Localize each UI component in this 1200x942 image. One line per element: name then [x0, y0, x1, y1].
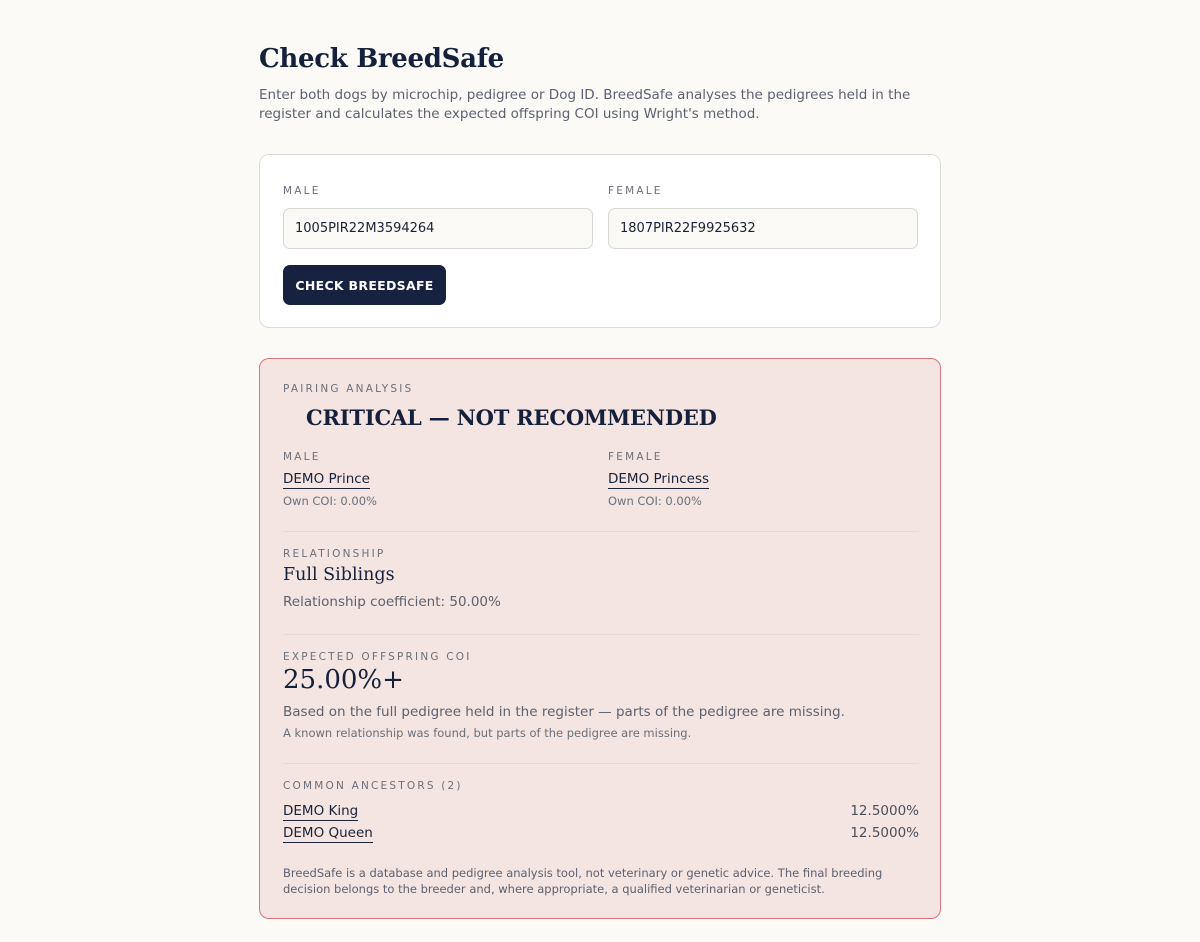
female-own-coi: Own COI: 0.00%: [608, 494, 702, 508]
offspring-coi-value: 25.00%+: [283, 665, 404, 695]
ancestor-link[interactable]: DEMO King: [283, 803, 359, 819]
offspring-coi-basis: Based on the full pedigree held in the register — parts of the pedigree are missing.: [283, 704, 845, 720]
common-ancestors-label: COMMON ANCESTORS (2): [283, 780, 463, 792]
male-label: MALE: [283, 185, 321, 197]
ancestor-link[interactable]: DEMO Queen: [283, 825, 373, 841]
male-dog-link[interactable]: DEMO Prince: [283, 471, 370, 487]
divider: [283, 634, 919, 635]
divider: [283, 763, 919, 764]
pairing-form-card: [259, 154, 941, 328]
offspring-coi-note: A known relationship was found, but parts of the pedigree are missing.: [283, 726, 692, 740]
female-input[interactable]: [608, 208, 918, 249]
offspring-coi-label: EXPECTED OFFSPRING COI: [283, 651, 472, 663]
ancestor-contribution: 12.5000%: [850, 825, 919, 841]
female-label: FEMALE: [608, 185, 663, 197]
female-dog-link[interactable]: DEMO Princess: [608, 471, 710, 487]
page-title: Check BreedSafe: [259, 44, 504, 74]
pairing-analysis-card: [259, 358, 941, 919]
divider: [283, 531, 919, 532]
disclaimer: BreedSafe is a database and pedigree analysis tool, not veterinary or genetic advice. The final breeding decision belongs to the breeder and, where appropriate, a qualified veterinarian or geneticist.: [283, 866, 883, 896]
verdict-heading: CRITICAL — NOT RECOMMENDED: [306, 405, 717, 430]
relationship-coefficient: Relationship coefficient: 50.00%: [283, 594, 501, 610]
ancestor-contribution: 12.5000%: [850, 803, 919, 819]
result-female-label: FEMALE: [608, 451, 663, 463]
check-breedsafe-button[interactable]: CHECK BREEDSAFE: [283, 265, 446, 305]
relationship-value: Full Siblings: [283, 565, 395, 585]
page-intro: Enter both dogs by microchip, pedigree or Dog ID. BreedSafe analyses the pedigrees held in the register and calculates the expected offspring COI using Wright's method.: [259, 87, 911, 122]
pairing-analysis-label: PAIRING ANALYSIS: [283, 383, 414, 395]
male-input[interactable]: [283, 208, 593, 249]
result-male-label: MALE: [283, 451, 321, 463]
relationship-label: RELATIONSHIP: [283, 548, 386, 560]
male-own-coi: Own COI: 0.00%: [283, 494, 377, 508]
